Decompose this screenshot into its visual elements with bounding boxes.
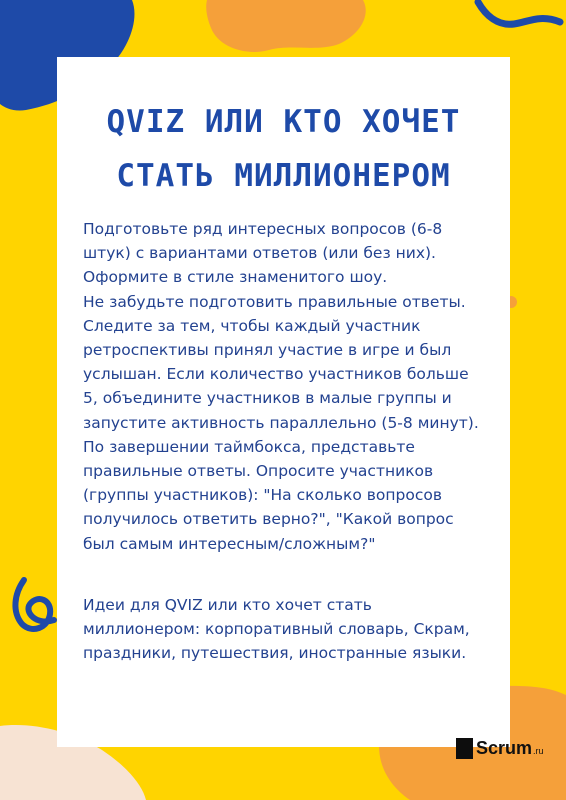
logo-mark-icon (456, 738, 473, 759)
description-line: был самым интересным/сложным?" (83, 534, 376, 553)
blue-squiggle-top-right (456, 0, 566, 36)
description-line: По завершении таймбокса, представьте (83, 437, 415, 456)
description-line: Следите за тем, чтобы каждый участник (83, 316, 421, 335)
description-line: запустите активность параллельно (5-8 минут). (83, 413, 479, 432)
title-line-1: QVIZ ИЛИ КТО ХОЧЕТ (106, 104, 461, 140)
ideas-line: праздники, путешествия, иностранные языки. (83, 644, 467, 663)
page-title (57, 95, 510, 203)
description-line: получилось ответить верно?", "Какой вопрос (83, 510, 454, 529)
logo-name: Scrum (476, 738, 533, 758)
description-line: ретроспективы принял участие в игре и был (83, 341, 452, 360)
ideas-paragraph (83, 593, 496, 666)
description-line: Оформите в стиле знаменитого шоу. (83, 268, 388, 287)
description-line: Подготовьте ряд интересных вопросов (6-8 (83, 220, 443, 238)
description-line: (группы участников): "На сколько вопросов (83, 486, 443, 505)
logo-suffix: .ru (533, 745, 544, 756)
description-line: штук) с вариантами ответов (или без них). (83, 244, 436, 263)
description-paragraph (83, 217, 496, 556)
ideas-line: миллионером: корпоративный словарь, Скрам, (83, 620, 470, 639)
description-line: правильные ответы. Опросите участников (83, 462, 434, 481)
content-card (57, 57, 510, 747)
description-line: 5, объедините участников в малые группы и (83, 389, 452, 408)
title-line-2: СТАТЬ МИЛЛИОНЕРОМ (116, 158, 451, 194)
description-line: услышан. Если количество участников больше (83, 365, 469, 384)
description-line: Не забудьте подготовить правильные ответы. (83, 292, 466, 311)
scrum-logo (456, 734, 544, 762)
ideas-line: Идеи для QVIZ или кто хочет стать (83, 596, 372, 614)
orange-blob-top (205, 0, 375, 60)
